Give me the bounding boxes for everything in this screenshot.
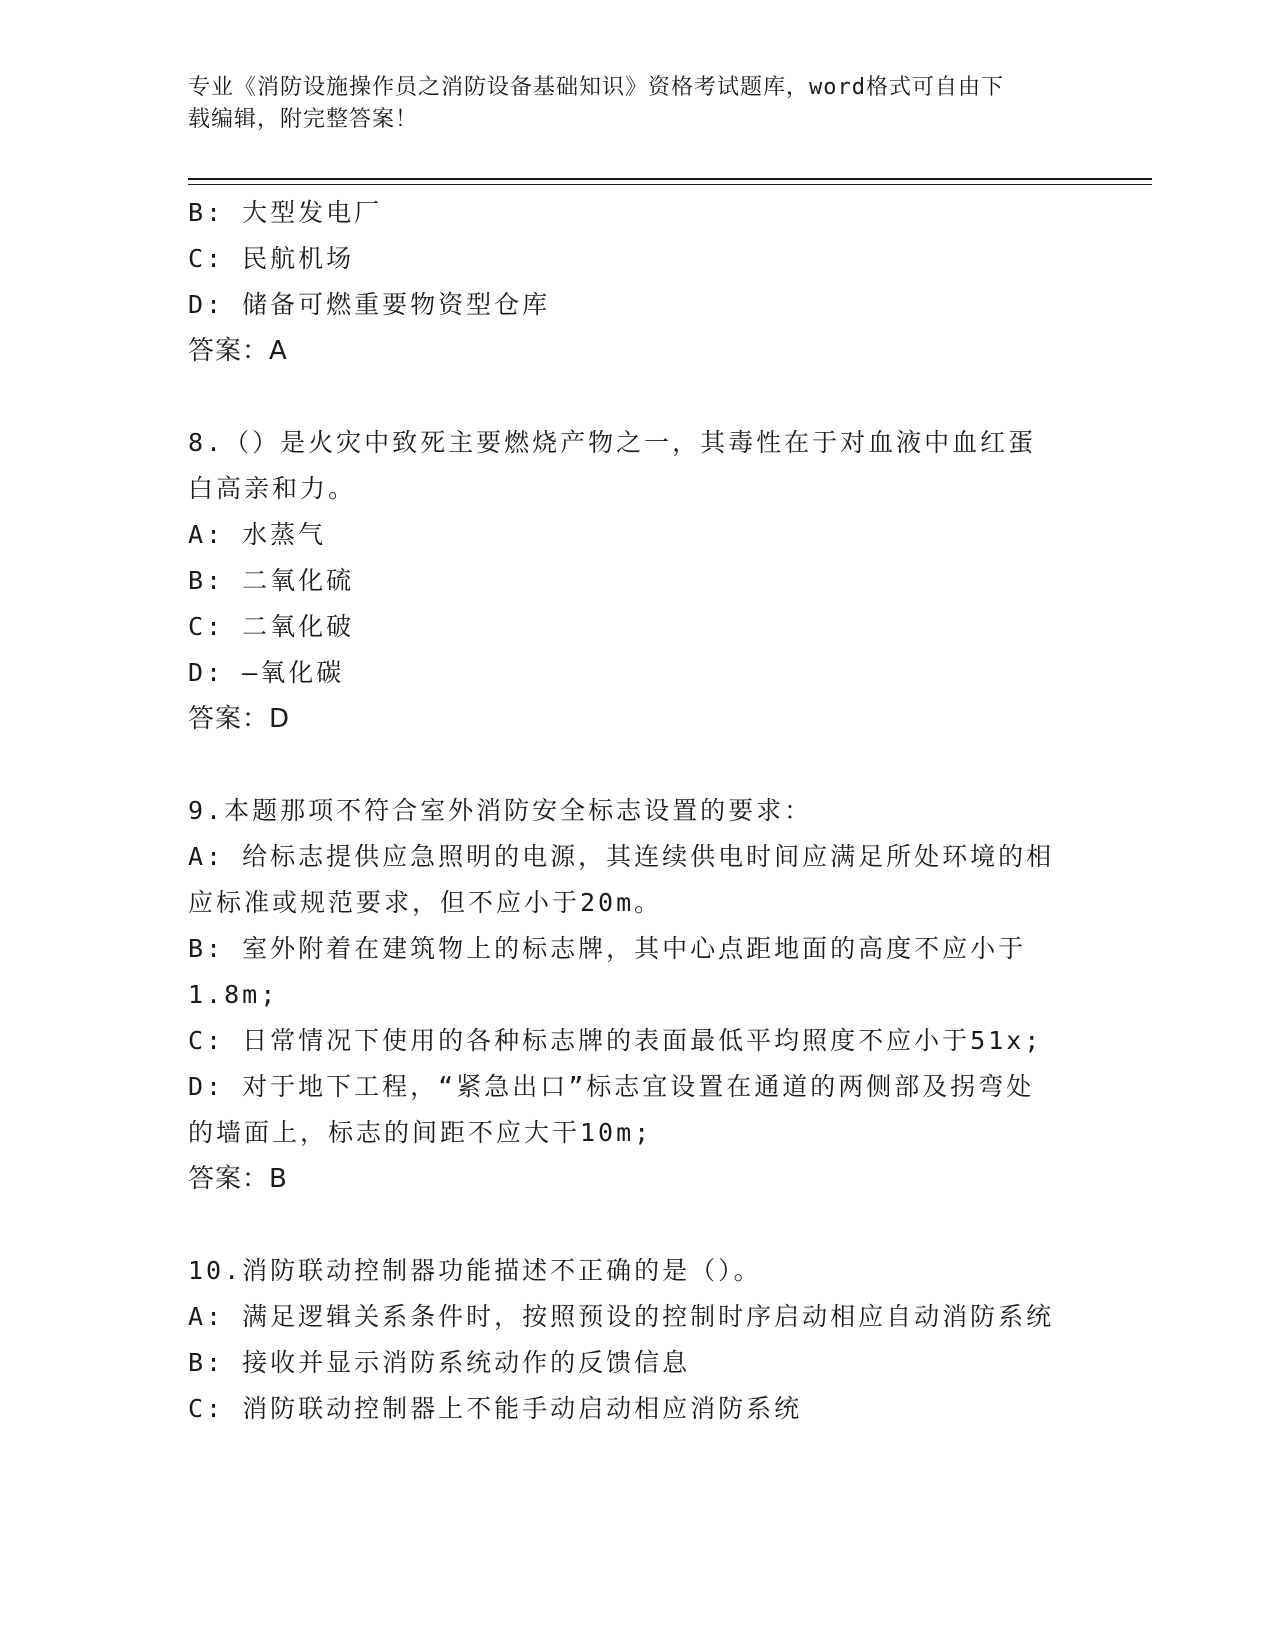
q8-option-a: A: 水蒸气: [188, 520, 327, 549]
question-content: [188, 190, 1088, 1432]
q9-option-c: C: 日常情况下使用的各种标志牌的表面最低平均照度不应小于51x;: [188, 1026, 1043, 1055]
q10-option-b: B: 接收并显示消防系统动作的反馈信息: [188, 1348, 691, 1377]
q9-stem: 9.本题那项不符合室外消防安全标志设置的要求：: [188, 796, 813, 825]
q9-option-b-line-1: B: 室外附着在建筑物上的标志牌，其中心点距地面的高度不应小于: [188, 934, 1027, 963]
q9-option-b-line-2: 1.8m;: [188, 980, 279, 1009]
q9-option-d-line-1: D: 对于地下工程，“紧急出口”标志宜设置在通道的两侧部及拐弯处: [188, 1072, 1035, 1101]
q9-option-a-line-2: 应标准或规范要求，但不应小于20m。: [188, 888, 663, 917]
question-10: [188, 1248, 1088, 1432]
q8-answer: 答案：D: [188, 704, 291, 734]
question-9: [188, 788, 1088, 1202]
q10-option-c: C: 消防联动控制器上不能手动启动相应消防系统: [188, 1394, 803, 1423]
spacer: [188, 1202, 1088, 1248]
q7-option-d: D: 储备可燃重要物资型仓库: [188, 290, 551, 319]
spacer: [188, 374, 1088, 420]
q7-answer: 答案：A: [188, 336, 288, 366]
q9-option-d-line-2: 的墙面上，标志的间距不应大干10m;: [188, 1118, 653, 1147]
question-8: [188, 420, 1088, 742]
q8-stem-line-2: 白高亲和力。: [188, 474, 357, 503]
header-line-1: 专业《消防设施操作员之消防设备基础知识》资格考试题库，word格式可自由下: [188, 75, 1004, 100]
header-line-2: 载编辑，附完整答案！: [188, 107, 419, 132]
q8-option-d: D: —氧化碳: [188, 658, 345, 687]
q7-option-c: C: 民航机场: [188, 244, 355, 273]
question-7: [188, 190, 1088, 374]
document-header: [188, 72, 1088, 136]
q9-answer: 答案：B: [188, 1164, 288, 1194]
q7-option-b: B: 大型发电厂: [188, 198, 383, 227]
q8-option-c: C: 二氧化破: [188, 612, 355, 641]
q8-option-b: B: 二氧化硫: [188, 566, 355, 595]
spacer: [188, 742, 1088, 788]
q10-option-a: A: 满足逻辑关系条件时，按照预设的控制时序启动相应自动消防系统: [188, 1302, 1055, 1331]
q10-stem: 10.消防联动控制器功能描述不正确的是（）。: [188, 1256, 762, 1285]
header-rule-top: [188, 178, 1152, 180]
header-rule-bottom: [188, 184, 1152, 185]
q9-option-a-line-1: A: 给标志提供应急照明的电源，其连续供电时间应满足所处环境的相: [188, 842, 1055, 871]
q8-stem-line-1: 8.（）是火灾中致死主要燃烧产物之一，其毒性在于对血液中血红蛋: [188, 428, 1037, 457]
